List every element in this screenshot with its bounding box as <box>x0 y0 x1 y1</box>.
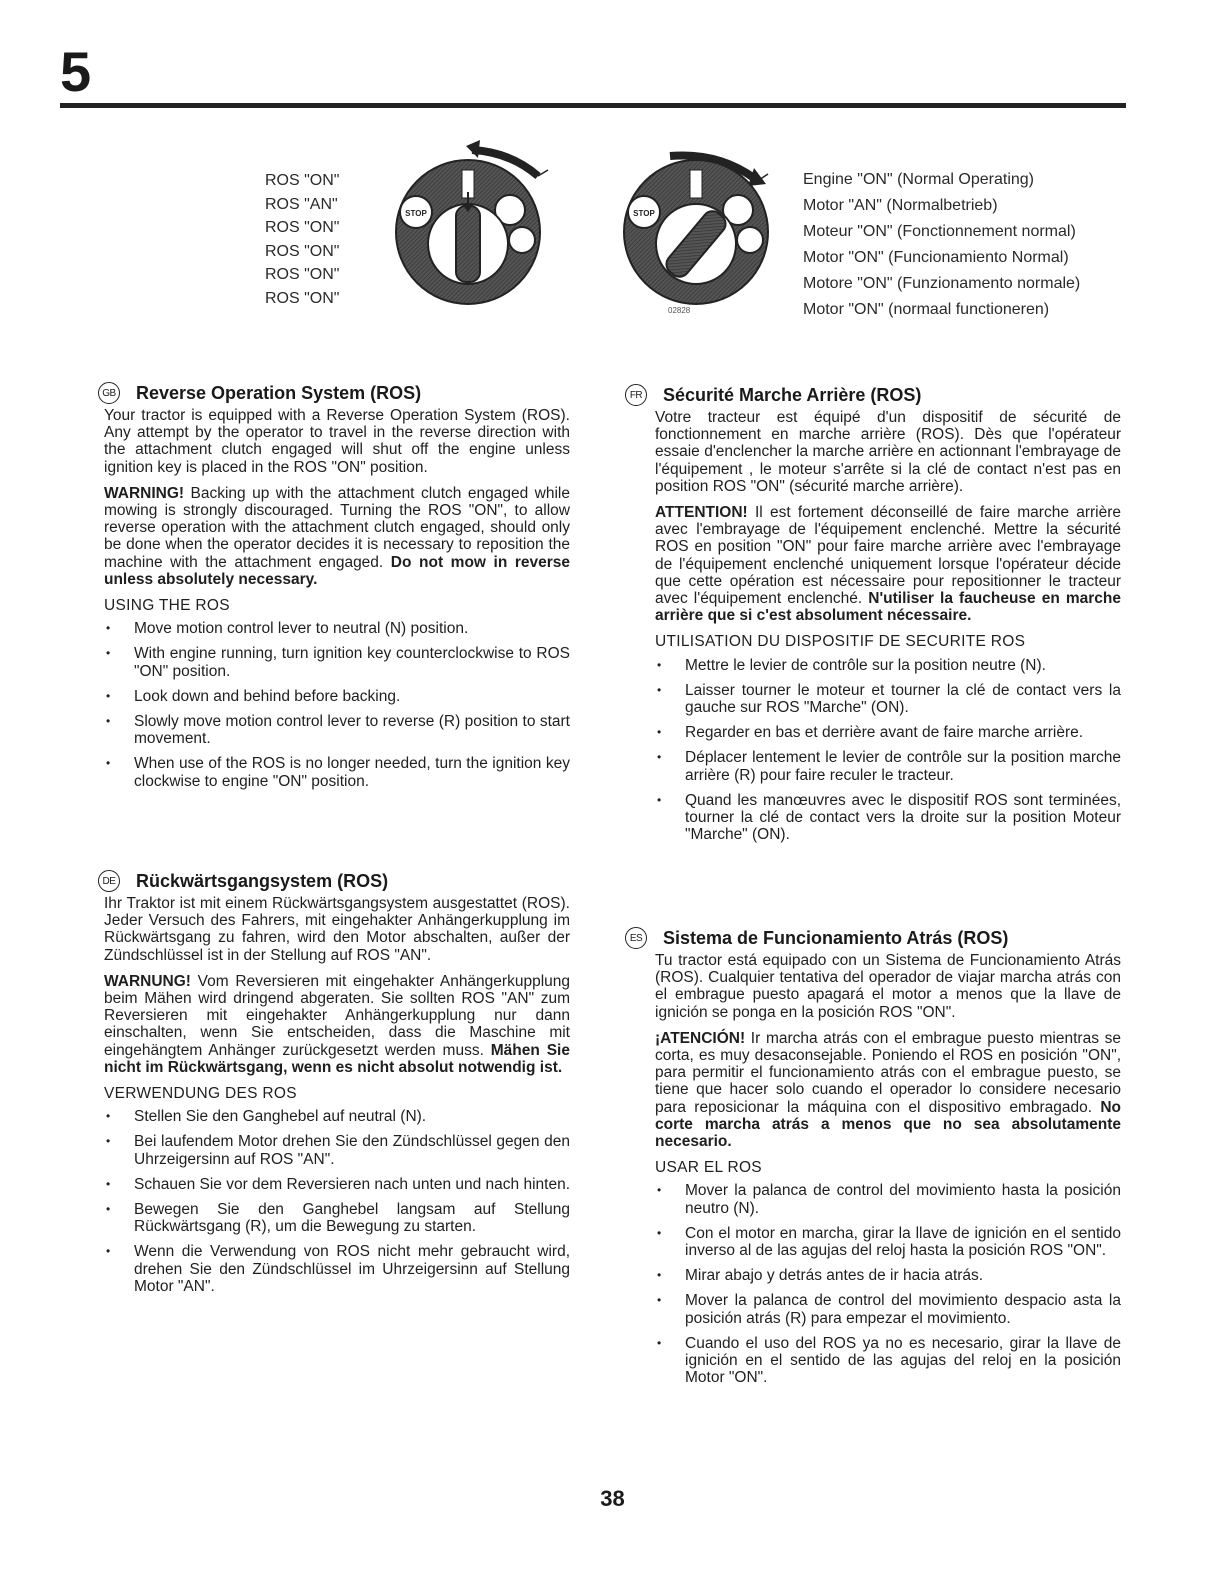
list-item: • Con el motor en marcha, girar la llave de ignición en el sentido inverso al de las agujas del reloj hasta la posición ROS "ON". <box>655 1225 1121 1259</box>
warning-paragraph <box>104 485 570 588</box>
warning-text: Ir marcha atrás con el embrague puesto mientras se corta, es muy desaconsejable. Poniendo el ROS en posición "ON", para permitir el funcionamiento atrás con el embrague puesto, se tiene que hacer solo cuando el operador lo considere necesario para reposicionar la máquina con el dispositivo embragado. <box>655 1029 1121 1116</box>
steps-list <box>655 1182 1121 1386</box>
header-rule <box>60 103 1126 108</box>
page-number: 38 <box>600 1486 625 1511</box>
section-heading-es <box>625 927 1008 949</box>
list-item: • When use of the ROS is no longer needed, turn the ignition key clockwise to engine "ON" position. <box>104 755 570 789</box>
using-title: USING THE ROS <box>104 597 230 615</box>
engine-label: Motore "ON" (Funzionamento normale) <box>803 275 1081 292</box>
ignition-dial-engine-on-icon <box>608 140 798 320</box>
engine-position-labels <box>803 167 1080 323</box>
section-body-de <box>104 895 570 1303</box>
warning-label: WARNUNG! <box>104 972 191 990</box>
engine-label: Motor "AN" (Normalbetrieb) <box>803 197 998 214</box>
list-item: • Look down and behind before backing. <box>104 688 570 705</box>
list-item: • Quand les manœuvres avec le dispositif ROS sont terminées, tourner la clé de contact vers la droite sur la position Moteur "Marche" (ON). <box>655 792 1121 844</box>
section-body-fr <box>655 409 1121 851</box>
list-item: • Mettre le levier de contrôle sur la position neutre (N). <box>655 657 1121 674</box>
steps-list <box>655 657 1121 844</box>
engine-label: Motor "ON" (Funcionamiento Normal) <box>803 249 1069 266</box>
language-flag-fr-icon: FR <box>625 384 647 406</box>
language-flag-de-icon: DE <box>98 870 120 892</box>
language-flag-gb-icon: GB <box>98 382 120 404</box>
stop-label: STOP <box>405 209 427 218</box>
ros-label: ROS "ON" <box>265 219 340 236</box>
ros-label: ROS "ON" <box>265 266 340 283</box>
section-body-es <box>655 952 1121 1394</box>
warning-paragraph <box>104 973 570 1076</box>
intro-paragraph: Your tractor is equipped with a Reverse Operation System (ROS). Any attempt by the operator to travel in the reverse direction with the attachment clutch engaged will shut off the engine unless ignition key is placed in the ROS "ON" position. <box>104 407 570 476</box>
section-title: Sistema de Funcionamiento Atrás (ROS) <box>663 928 1009 948</box>
steps-list <box>104 620 570 790</box>
warning-paragraph <box>655 504 1121 624</box>
warning-emphasis: Mähen Sie nicht im Rückwärtsgang, wenn es nicht absolut notwendig ist. <box>104 1041 570 1076</box>
ros-position-labels <box>265 169 339 310</box>
list-item: • Cuando el uso del ROS ya no es necesario, girar la llave de ignición en el sentido de las agujas del reloj en la posición Motor "ON". <box>655 1335 1121 1387</box>
figure-code: 02828 <box>668 306 691 315</box>
engine-label: Moteur "ON" (Fonctionnement normal) <box>803 223 1076 240</box>
ros-label: ROS "AN" <box>265 195 338 213</box>
warning-text: Il est fortement déconseillé de faire marche arrière avec l'embrayage de l'équipement enclenché. Mettre la sécurité ROS en position "ON" pour faire marche arrière avec l'embrayage de l'équipement enclenché uniquement lorsque l'opérateur décide que cette opération est nécessaire pour repositionner le tracteur avec l'équipement enclenché. <box>655 504 1121 608</box>
stop-label: STOP <box>633 209 655 218</box>
warning-emphasis: N'utiliser la faucheuse en marche arrière que si c'est absolument nécessaire. <box>655 590 1121 625</box>
section-title: Sécurité Marche Arrière (ROS) <box>663 385 922 405</box>
section-body-gb <box>104 407 570 798</box>
list-item: • Mover la palanca de control del movimiento despacio asta la posición atrás (R) para empezar el movimiento. <box>655 1292 1121 1326</box>
section-heading-gb <box>98 382 421 404</box>
ignition-dial-ros-icon <box>380 140 560 320</box>
warning-emphasis: No corte marcha atrás a menos que no sea absolutamente necesario. <box>655 1098 1121 1151</box>
list-item: • Mover la palanca de control del movimiento hasta la posición neutro (N). <box>655 1182 1121 1216</box>
section-heading-de <box>98 870 388 892</box>
section-heading-fr <box>625 384 921 406</box>
chapter-number: 5 <box>60 40 92 103</box>
intro-paragraph: Tu tractor está equipado con un Sistema de Funcionamiento Atrás (ROS). Cualquier tentativa del operador de viajar marcha atrás con el embrague puesto apagará el motor a menos que la llave de ignición se ponga en la posición ROS "ON". <box>655 952 1121 1021</box>
warning-label: WARNING! <box>104 484 185 502</box>
warning-label: ATTENTION! <box>655 504 748 522</box>
list-item: • Schauen Sie vor dem Reversieren nach unten und nach hinten. <box>104 1176 570 1193</box>
using-title: USAR EL ROS <box>655 1159 762 1177</box>
using-title: VERWENDUNG DES ROS <box>104 1085 297 1103</box>
warning-text: Backing up with the attachment clutch engaged while mowing is strongly discouraged. Turning the ROS "ON", to allow reverse operation with the attachment clutch engaged, should only be done when the operator decides it is necessary to reposition the machine with the attachment engaged. <box>104 484 570 571</box>
list-item: • Wenn die Verwendung von ROS nicht mehr gebraucht wird, drehen Sie den Zündschlüssel im Uhrzeigersinn auf Stellung Motor "AN". <box>104 1243 570 1295</box>
list-item: • Mirar abajo y detrás antes de ir hacia atrás. <box>655 1267 1121 1284</box>
list-item: • Regarder en bas et derrière avant de faire marche arrière. <box>655 724 1121 741</box>
section-title: Rückwärtsgangsystem (ROS) <box>136 871 389 891</box>
engine-label: Engine "ON" (Normal Operating) <box>803 171 1034 188</box>
warning-paragraph <box>655 1030 1121 1150</box>
ros-label: ROS "ON" <box>265 172 340 189</box>
using-title: UTILISATION DU DISPOSITIF DE SECURITE ROS <box>655 633 1026 651</box>
intro-paragraph: Votre tracteur est équipé d'un dispositif de sécurité de fonctionnement en marche arrière (ROS). Dès que l'opérateur essaie d'enclencher la marche arrière en actionnant l'embrayage de l'équipement , le moteur s'arrête si la clé de contact n'est pas en position ROS "ON" (sécurité marche arrière). <box>655 409 1121 495</box>
section-title: Reverse Operation System (ROS) <box>136 383 422 403</box>
list-item: • Slowly move motion control lever to reverse (R) position to start movement. <box>104 713 570 747</box>
list-item: • Bei laufendem Motor drehen Sie den Zündschlüssel gegen den Uhrzeigersinn auf ROS "AN". <box>104 1133 570 1167</box>
ros-label: ROS "ON" <box>265 289 340 307</box>
list-item: • Laisser tourner le moteur et tourner la clé de contact vers la gauche sur ROS "Marche" (ON). <box>655 682 1121 716</box>
warning-text: Vom Reversieren mit eingehakter Anhängerkupplung beim Mähen wird dringend abgeraten. Sie sollten ROS "AN" zum Reversieren mit eingehakter Anhängerkupplung nur dann einschalten, wenn Sie entscheiden, dass die Maschine mit eingehängtem Anhänger zurückgesetzt werden muss. <box>104 972 570 1059</box>
ros-label: ROS "ON" <box>265 242 340 260</box>
engine-label: Motor "ON" (normaal functioneren) <box>803 301 1050 318</box>
list-item: • Déplacer lentement le levier de contrôle sur la position marche arrière (R) pour faire reculer le tracteur. <box>655 749 1121 783</box>
language-flag-es-icon: ES <box>625 927 647 949</box>
list-item: • Move motion control lever to neutral (N) position. <box>104 620 570 637</box>
warning-label: ¡ATENCIÓN! <box>655 1029 746 1047</box>
intro-paragraph: Ihr Traktor ist mit einem Rückwärtsgangsystem ausgestattet (ROS). Jeder Versuch des Fahrers, mit eingehakter Anhängerkupplung im Rückwärtsgang zu fahren, wird den Motor abschalten, außer der Zündschlüssel ist in der Stellung auf ROS "AN". <box>104 895 570 964</box>
list-item: • With engine running, turn ignition key counterclockwise to ROS "ON" position. <box>104 645 570 679</box>
list-item: • Bewegen Sie den Ganghebel langsam auf Stellung Rückwärtsgang (R), um die Bewegung zu starten. <box>104 1201 570 1235</box>
warning-emphasis: Do not mow in reverse unless absolutely necessary. <box>104 553 571 588</box>
list-item: • Stellen Sie den Ganghebel auf neutral (N). <box>104 1108 570 1125</box>
steps-list <box>104 1108 570 1295</box>
